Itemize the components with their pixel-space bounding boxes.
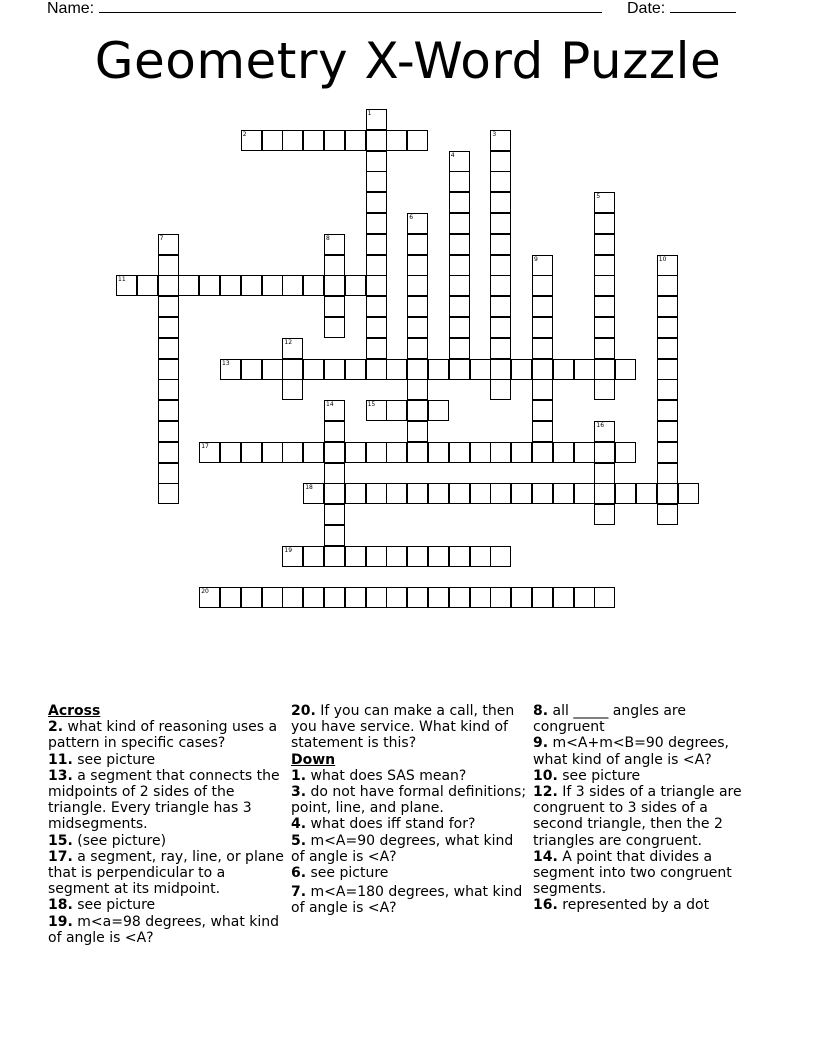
cell-number: 2 bbox=[242, 130, 247, 138]
crossword-cell[interactable] bbox=[158, 379, 179, 400]
crossword-cell[interactable] bbox=[428, 483, 449, 504]
crossword-cell[interactable] bbox=[490, 255, 511, 276]
clue-down-6: 6. see picture bbox=[291, 865, 389, 882]
crossword-cell[interactable] bbox=[615, 483, 636, 504]
clue-across-15: 15. (see picture) bbox=[48, 832, 167, 849]
crossword-cell[interactable] bbox=[449, 275, 470, 296]
crossword-cell[interactable] bbox=[158, 338, 179, 359]
crossword-cell[interactable] bbox=[282, 130, 303, 151]
cell-number: 20 bbox=[201, 588, 209, 596]
clue-down-12: 12. If 3 sides of a triangle are congruent to 3 sides of a second triangle, then the 2 triangles are congruent. bbox=[533, 784, 742, 849]
crossword-cell[interactable] bbox=[594, 379, 615, 400]
clue-across-19: 19. m<a=98 degrees, what kind of angle is <A? bbox=[48, 913, 280, 946]
crossword-cell[interactable] bbox=[532, 275, 553, 296]
crossword-cell[interactable] bbox=[449, 296, 470, 317]
crossword-cell[interactable] bbox=[428, 400, 449, 421]
cell-number: 18 bbox=[305, 484, 313, 492]
cell-number: 16 bbox=[596, 422, 605, 429]
crossword-cell[interactable] bbox=[490, 151, 511, 172]
crossword-cell[interactable] bbox=[324, 442, 345, 463]
crossword-cell[interactable] bbox=[366, 130, 387, 151]
crossword-cell[interactable] bbox=[407, 234, 428, 255]
crossword-cell[interactable] bbox=[532, 317, 553, 338]
crossword-cell[interactable] bbox=[490, 587, 511, 608]
cell-number: 7 bbox=[159, 234, 164, 242]
crossword-cell[interactable] bbox=[449, 546, 470, 567]
clue-column-3 bbox=[533, 703, 758, 914]
crossword-cell[interactable] bbox=[594, 587, 615, 608]
crossword-cell[interactable] bbox=[449, 442, 470, 463]
clue-across-13: 13. a segment that connects the midpoints of 2 sides of the triangle. Every triangle has 3 midsegments. bbox=[48, 767, 280, 833]
crossword-cell[interactable] bbox=[449, 213, 470, 234]
down-heading: Down bbox=[291, 751, 336, 768]
page-title: Geometry X-Word Puzzle bbox=[94, 32, 722, 90]
crossword-cell[interactable] bbox=[262, 275, 283, 296]
cell-number: 19 bbox=[284, 546, 293, 554]
crossword-cell[interactable] bbox=[574, 483, 595, 504]
crossword-cell[interactable] bbox=[449, 587, 470, 608]
crossword-cell[interactable] bbox=[490, 317, 511, 338]
crossword-cell[interactable] bbox=[594, 275, 615, 296]
crossword-cell[interactable] bbox=[324, 504, 345, 525]
crossword-cell[interactable] bbox=[657, 483, 678, 504]
crossword-cell[interactable] bbox=[532, 587, 553, 608]
crossword-cell[interactable] bbox=[490, 296, 511, 317]
crossword-cell[interactable] bbox=[574, 442, 595, 463]
crossword-cell[interactable] bbox=[262, 130, 283, 151]
crossword-cell[interactable] bbox=[574, 587, 595, 608]
crossword-cell[interactable] bbox=[594, 359, 615, 380]
crossword-cell[interactable] bbox=[262, 442, 283, 463]
crossword-cell[interactable] bbox=[428, 546, 449, 567]
crossword-cell[interactable] bbox=[366, 338, 387, 359]
crossword-cell[interactable] bbox=[345, 442, 366, 463]
crossword-cell[interactable] bbox=[594, 338, 615, 359]
crossword-cell[interactable] bbox=[449, 192, 470, 213]
crossword-cell[interactable] bbox=[657, 379, 678, 400]
crossword-cell[interactable] bbox=[407, 255, 428, 276]
crossword-cell[interactable] bbox=[220, 275, 241, 296]
crossword-cell[interactable] bbox=[407, 359, 428, 380]
crossword-cell[interactable] bbox=[657, 504, 678, 525]
crossword-cell[interactable] bbox=[657, 463, 678, 484]
crossword-cell[interactable] bbox=[657, 442, 678, 463]
crossword-cell[interactable] bbox=[158, 255, 179, 276]
crossword-cell[interactable] bbox=[366, 171, 387, 192]
crossword-cell[interactable] bbox=[428, 359, 449, 380]
crossword-cell[interactable] bbox=[324, 483, 345, 504]
crossword-cell[interactable] bbox=[241, 359, 262, 380]
crossword-cell[interactable] bbox=[366, 359, 387, 380]
crossword-cell[interactable] bbox=[449, 255, 470, 276]
crossword-cell[interactable] bbox=[594, 255, 615, 276]
crossword-cell[interactable] bbox=[366, 546, 387, 567]
crossword-cell[interactable] bbox=[657, 400, 678, 421]
cell-number: 13 bbox=[222, 359, 230, 367]
crossword-cell[interactable] bbox=[324, 587, 345, 608]
crossword-cell[interactable] bbox=[490, 359, 511, 380]
crossword-cell[interactable] bbox=[449, 359, 470, 380]
crossword-cell[interactable] bbox=[407, 296, 428, 317]
crossword-cell[interactable] bbox=[594, 504, 615, 525]
crossword-cell[interactable] bbox=[303, 130, 324, 151]
crossword-cell[interactable] bbox=[594, 234, 615, 255]
crossword-cell[interactable] bbox=[158, 296, 179, 317]
crossword-cell[interactable] bbox=[407, 379, 428, 400]
cell-number: 3 bbox=[492, 130, 497, 138]
crossword-cell[interactable] bbox=[303, 442, 324, 463]
crossword-cell[interactable] bbox=[386, 483, 407, 504]
crossword-cell[interactable] bbox=[449, 234, 470, 255]
crossword-cell[interactable] bbox=[199, 275, 220, 296]
crossword-cell[interactable] bbox=[428, 587, 449, 608]
crossword-cell[interactable] bbox=[657, 338, 678, 359]
crossword-cell[interactable] bbox=[594, 483, 615, 504]
crossword-cell[interactable] bbox=[407, 546, 428, 567]
crossword-cell[interactable] bbox=[511, 359, 532, 380]
crossword-cell[interactable] bbox=[386, 359, 407, 380]
cell-number: 12 bbox=[284, 338, 293, 346]
crossword-cell[interactable] bbox=[511, 483, 532, 504]
crossword-cell[interactable] bbox=[366, 234, 387, 255]
crossword-cell[interactable] bbox=[345, 359, 366, 380]
crossword-cell[interactable] bbox=[303, 359, 324, 380]
crossword-cell[interactable] bbox=[490, 546, 511, 567]
crossword-cell[interactable] bbox=[615, 359, 636, 380]
crossword-cell[interactable] bbox=[657, 359, 678, 380]
crossword-cell[interactable] bbox=[407, 587, 428, 608]
crossword-cell[interactable] bbox=[137, 275, 158, 296]
crossword-cell[interactable] bbox=[594, 317, 615, 338]
crossword-cell[interactable] bbox=[553, 359, 574, 380]
cell-number: 14 bbox=[326, 401, 334, 409]
cell-number: 10 bbox=[658, 255, 667, 263]
crossword-cell[interactable] bbox=[470, 587, 491, 608]
crossword-cell[interactable] bbox=[490, 192, 511, 213]
cell-number: 4 bbox=[450, 151, 455, 159]
crossword-cell[interactable] bbox=[407, 442, 428, 463]
clue-across-11: 11. see picture bbox=[48, 751, 156, 768]
crossword-cell[interactable] bbox=[366, 483, 387, 504]
crossword-cell[interactable] bbox=[324, 421, 345, 442]
crossword-cell[interactable] bbox=[657, 421, 678, 442]
clue-down-4: 4. what does iff stand for? bbox=[291, 816, 476, 833]
crossword-cell[interactable] bbox=[636, 483, 657, 504]
crossword-cell[interactable] bbox=[449, 171, 470, 192]
crossword-cell[interactable] bbox=[366, 587, 387, 608]
crossword-cell[interactable] bbox=[366, 442, 387, 463]
crossword-cell[interactable] bbox=[303, 275, 324, 296]
crossword-cell[interactable] bbox=[532, 338, 553, 359]
crossword-cell[interactable] bbox=[158, 275, 179, 296]
crossword-cell[interactable] bbox=[366, 151, 387, 172]
crossword-cell[interactable] bbox=[282, 359, 303, 380]
cell-number: 6 bbox=[409, 214, 414, 221]
clue-down-10: 10. see picture bbox=[533, 767, 641, 784]
clue-down-5: 5. m<A=90 degrees, what kind of angle is <A? bbox=[291, 832, 514, 865]
crossword-cell[interactable] bbox=[449, 317, 470, 338]
crossword-cell[interactable] bbox=[178, 275, 199, 296]
crossword-cell[interactable] bbox=[262, 587, 283, 608]
crossword-cell[interactable] bbox=[386, 587, 407, 608]
cell-number: 11 bbox=[118, 276, 126, 284]
crossword-cell[interactable] bbox=[490, 234, 511, 255]
crossword-cell[interactable] bbox=[407, 275, 428, 296]
crossword-cell[interactable] bbox=[282, 587, 303, 608]
crossword-cell[interactable] bbox=[241, 587, 262, 608]
cell-number: 17 bbox=[201, 442, 209, 450]
crossword-cell[interactable] bbox=[345, 546, 366, 567]
crossword-cell[interactable] bbox=[262, 359, 283, 380]
crossword-cell[interactable] bbox=[532, 379, 553, 400]
crossword-cell[interactable] bbox=[324, 463, 345, 484]
cell-number: 9 bbox=[534, 255, 538, 263]
clue-down-3: 3. do not have formal definitions; point, line, and plane. bbox=[291, 784, 527, 817]
crossword-cell[interactable] bbox=[511, 442, 532, 463]
crossword-cell[interactable] bbox=[407, 483, 428, 504]
crossword-cell[interactable] bbox=[158, 421, 179, 442]
crossword-cell[interactable] bbox=[158, 463, 179, 484]
crossword-cell[interactable] bbox=[324, 359, 345, 380]
crossword-cell[interactable] bbox=[345, 587, 366, 608]
name-label: Name: bbox=[47, 0, 95, 17]
clue-column-2 bbox=[291, 703, 529, 917]
clue-column-1 bbox=[48, 703, 286, 946]
crossword-cell[interactable] bbox=[532, 359, 553, 380]
crossword-cell[interactable] bbox=[366, 213, 387, 234]
crossword-cell[interactable] bbox=[532, 296, 553, 317]
crossword-cell[interactable] bbox=[428, 442, 449, 463]
crossword-cell[interactable] bbox=[615, 442, 636, 463]
crossword-cell[interactable] bbox=[532, 421, 553, 442]
crossword-cell[interactable] bbox=[324, 546, 345, 567]
crossword-cell[interactable] bbox=[407, 400, 428, 421]
cell-number: 1 bbox=[367, 110, 372, 117]
crossword-cell[interactable] bbox=[303, 546, 324, 567]
crossword-cell[interactable] bbox=[282, 442, 303, 463]
crossword-cell[interactable] bbox=[594, 463, 615, 484]
crossword-cell[interactable] bbox=[386, 442, 407, 463]
crossword-cell[interactable] bbox=[366, 296, 387, 317]
crossword-cell[interactable] bbox=[511, 587, 532, 608]
clue-down-1: 1. what does SAS mean? bbox=[291, 767, 467, 784]
clue-across-20: 20. If you can make a call, then you have service. What kind of statement is this? bbox=[291, 703, 515, 752]
crossword-cell[interactable] bbox=[324, 275, 345, 296]
crossword-cell[interactable] bbox=[594, 213, 615, 234]
crossword-cell[interactable] bbox=[345, 275, 366, 296]
crossword-cell[interactable] bbox=[407, 317, 428, 338]
clue-across-17: 17. a segment, ray, line, or plane that is perpendicular to a segment at its midpoint. bbox=[48, 848, 284, 898]
crossword-cell[interactable] bbox=[407, 130, 428, 151]
crossword-cell[interactable] bbox=[470, 546, 491, 567]
crossword-cell[interactable] bbox=[657, 317, 678, 338]
crossword-cell[interactable] bbox=[220, 442, 241, 463]
crossword-cell[interactable] bbox=[490, 442, 511, 463]
crossword-cell[interactable] bbox=[324, 296, 345, 317]
crossword-cell[interactable] bbox=[241, 275, 262, 296]
crossword-cell[interactable] bbox=[324, 255, 345, 276]
crossword-cell[interactable] bbox=[490, 379, 511, 400]
crossword-cell[interactable] bbox=[574, 359, 595, 380]
crossword-cell[interactable] bbox=[345, 130, 366, 151]
crossword-cell[interactable] bbox=[158, 400, 179, 421]
crossword-cell[interactable] bbox=[366, 275, 387, 296]
crossword-cell[interactable] bbox=[449, 483, 470, 504]
crossword-cell[interactable] bbox=[241, 442, 262, 463]
clue-down-7: 7. m<A=180 degrees, what kind of angle is <A? bbox=[291, 884, 523, 917]
crossword-cell[interactable] bbox=[158, 359, 179, 380]
crossword-cell[interactable] bbox=[386, 130, 407, 151]
crossword-cell[interactable] bbox=[490, 275, 511, 296]
crossword-cell[interactable] bbox=[657, 275, 678, 296]
crossword-cell[interactable] bbox=[324, 525, 345, 546]
crossword-cell[interactable] bbox=[490, 213, 511, 234]
crossword-cell[interactable] bbox=[594, 296, 615, 317]
crossword-cell[interactable] bbox=[386, 400, 407, 421]
crossword-cell[interactable] bbox=[324, 130, 345, 151]
crossword-cell[interactable] bbox=[158, 483, 179, 504]
crossword-cell[interactable] bbox=[407, 338, 428, 359]
clue-across-18: 18. see picture bbox=[48, 897, 156, 914]
crossword-cell[interactable] bbox=[490, 338, 511, 359]
clue-across-2: 2. what kind of reasoning uses a pattern in specific cases? bbox=[48, 719, 278, 752]
crossword-cell[interactable] bbox=[386, 546, 407, 567]
crossword-cell[interactable] bbox=[532, 483, 553, 504]
crossword-cell[interactable] bbox=[366, 317, 387, 338]
crossword-cell[interactable] bbox=[490, 171, 511, 192]
crossword-cell[interactable] bbox=[366, 255, 387, 276]
crossword-cell[interactable] bbox=[407, 421, 428, 442]
crossword-cell[interactable] bbox=[657, 296, 678, 317]
crossword-cell[interactable] bbox=[449, 338, 470, 359]
crossword-cell[interactable] bbox=[470, 359, 491, 380]
crossword-cell[interactable] bbox=[532, 400, 553, 421]
cell-number: 5 bbox=[596, 193, 601, 201]
crossword-cell[interactable] bbox=[303, 587, 324, 608]
crossword-cell[interactable] bbox=[220, 587, 241, 608]
cell-number: 8 bbox=[326, 234, 330, 242]
clue-down-14: 14. A point that divides a segment into two congruent segments. bbox=[533, 848, 732, 898]
crossword-cell[interactable] bbox=[532, 442, 553, 463]
crossword-cell[interactable] bbox=[490, 483, 511, 504]
crossword-cell[interactable] bbox=[366, 192, 387, 213]
cell-number: 15 bbox=[367, 401, 376, 409]
crossword-cell[interactable] bbox=[158, 317, 179, 338]
crossword-cell[interactable] bbox=[470, 442, 491, 463]
crossword-cell[interactable] bbox=[553, 483, 574, 504]
crossword-cell[interactable] bbox=[282, 275, 303, 296]
crossword-cell[interactable] bbox=[282, 379, 303, 400]
crossword-cell[interactable] bbox=[594, 442, 615, 463]
crossword-cell[interactable] bbox=[678, 483, 699, 504]
date-label: Date: bbox=[627, 0, 666, 17]
crossword-cell[interactable] bbox=[470, 483, 491, 504]
crossword-cell[interactable] bbox=[324, 317, 345, 338]
crossword-cell[interactable] bbox=[553, 587, 574, 608]
clue-down-8: 8. all _____ angles are congruent bbox=[533, 703, 686, 736]
clue-down-9: 9. m<A+m<B=90 degrees, what kind of angle is <A? bbox=[533, 735, 729, 768]
across-heading: Across bbox=[48, 703, 101, 719]
crossword-cell[interactable] bbox=[553, 442, 574, 463]
crossword-cell[interactable] bbox=[345, 483, 366, 504]
clue-down-16: 16. represented by a dot bbox=[533, 897, 710, 914]
crossword-cell[interactable] bbox=[158, 442, 179, 463]
